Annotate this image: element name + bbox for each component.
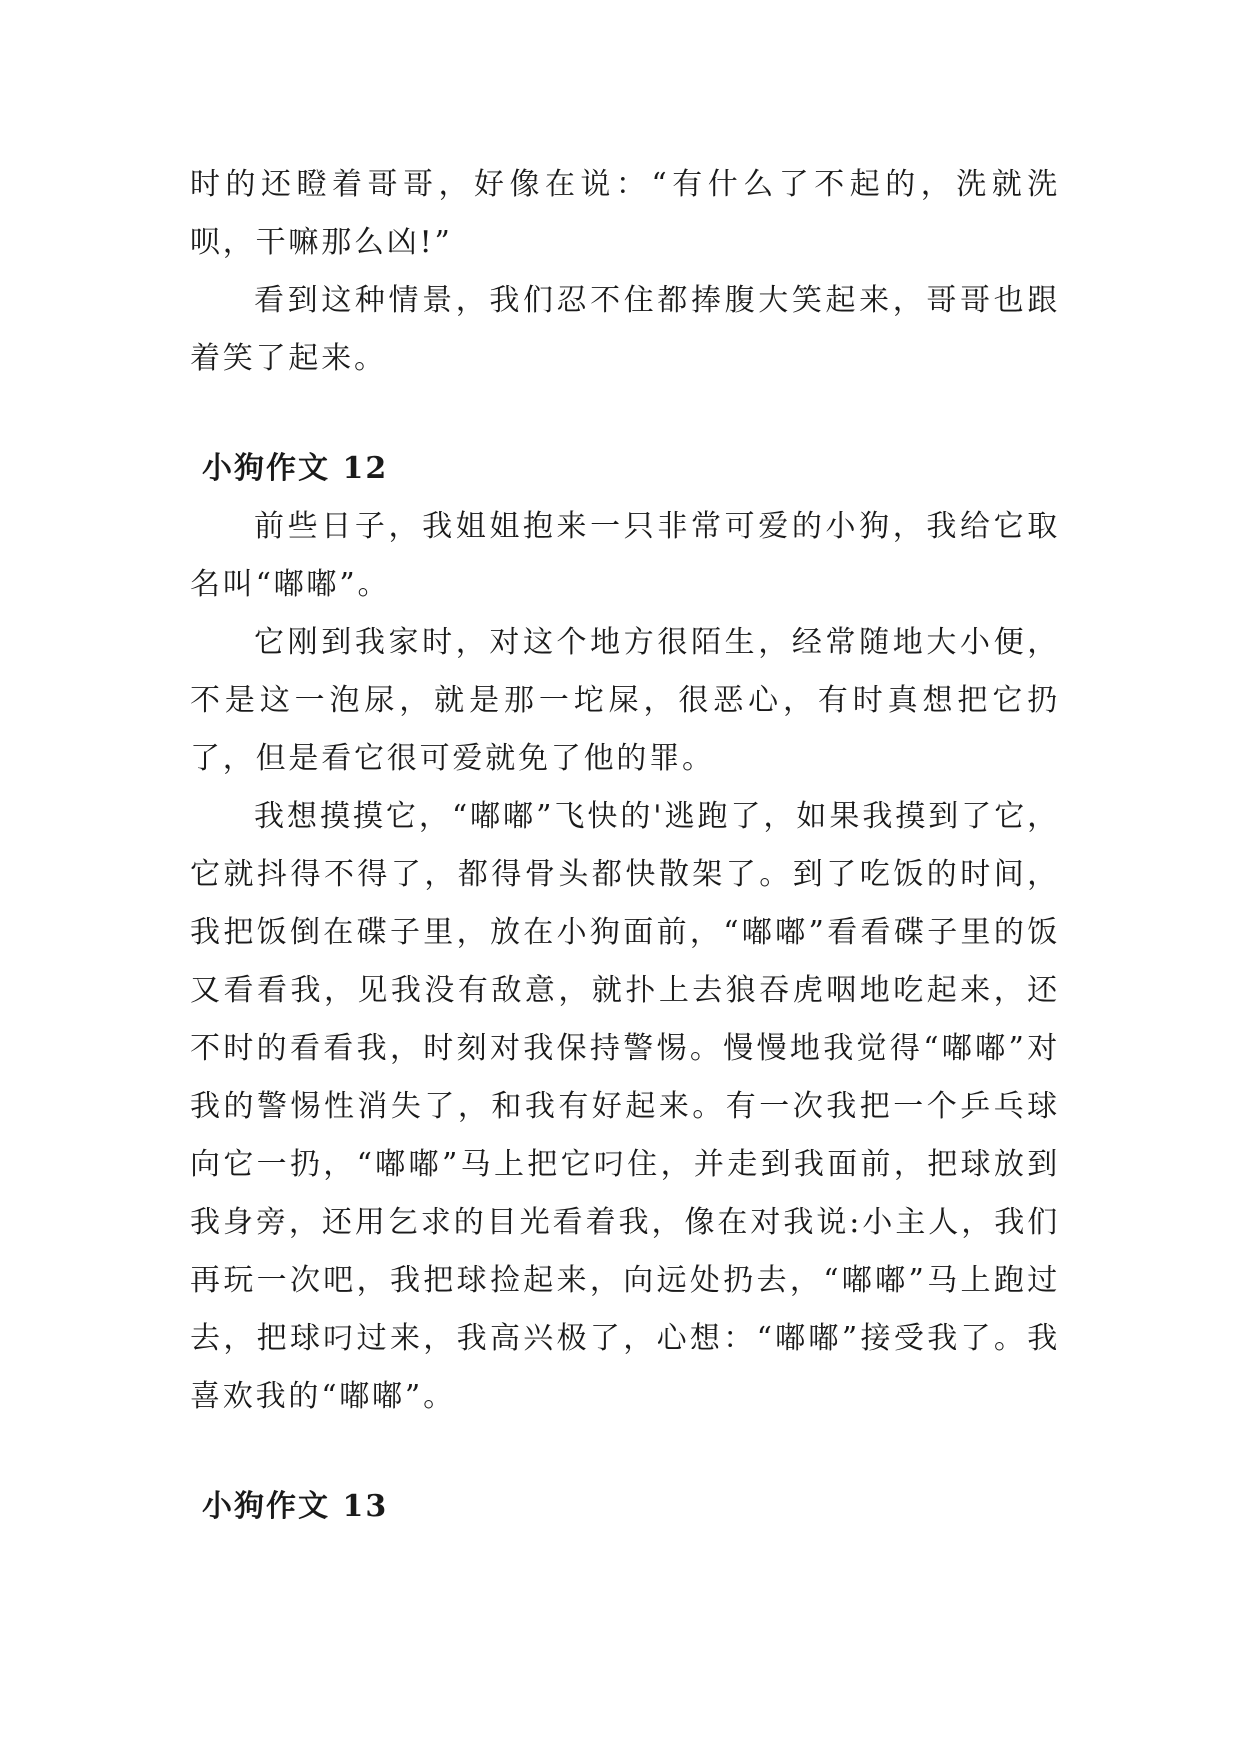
continuation-paragraph-2: 看到这种情景，我们忍不住都捧腹大笑起来，哥哥也跟着笑了起来。: [190, 283, 1060, 376]
section-spacer: [190, 388, 1060, 440]
essay-12-paragraph-2: 它刚到我家时，对这个地方很陌生，经常随地大小便，不是这一泡尿，就是那一坨屎，很恶心，有时真想把它扔了，但是看它很可爱就免了他的罪。: [190, 625, 1060, 776]
essay-12-paragraph-1: 前些日子，我姐姐抱来一只非常可爱的小狗，我给它取名叫“嘟嘟”。: [190, 509, 1060, 602]
essay-12-paragraph-3: 我想摸摸它，“嘟嘟”飞快的'逃跑了，如果我摸到了它，它就抖得不得了，都得骨头都快散架了。到了吃饭的时间，我把饭倒在碟子里，放在小狗面前，“嘟嘟”看看碟子里的饭又看看我，见我没有敌意，就扑上去狼吞虎咽地吃起来，还不时的看看我，时刻对我保持警惕。慢慢地我觉得“嘟嘟”对我的警惕性消失了，和我有好起来。有一次我把一个乒乓球向它一扔，“嘟嘟”马上把它叼住，并走到我面前，把球放到我身旁，还用乞求的目光看着我，像在对我说:小主人，我们再玩一次吧，我把球捡起来，向远处扔去，“嘟嘟”马上跑过去，把球叼过来，我高兴极了，心想：“嘟嘟”接受我了。我喜欢我的“嘟嘟”。: [190, 799, 1060, 1414]
continuation-paragraph-1: 时的还瞪着哥哥，好像在说：“有什么了不起的，洗就洗呗，干嘛那么凶!”: [190, 167, 1060, 260]
document-body: [190, 156, 1060, 1536]
section-spacer: [190, 1426, 1060, 1478]
essay-13-title: 小狗作文 13: [202, 1489, 389, 1524]
essay-12-title: 小狗作文 12: [202, 451, 389, 486]
